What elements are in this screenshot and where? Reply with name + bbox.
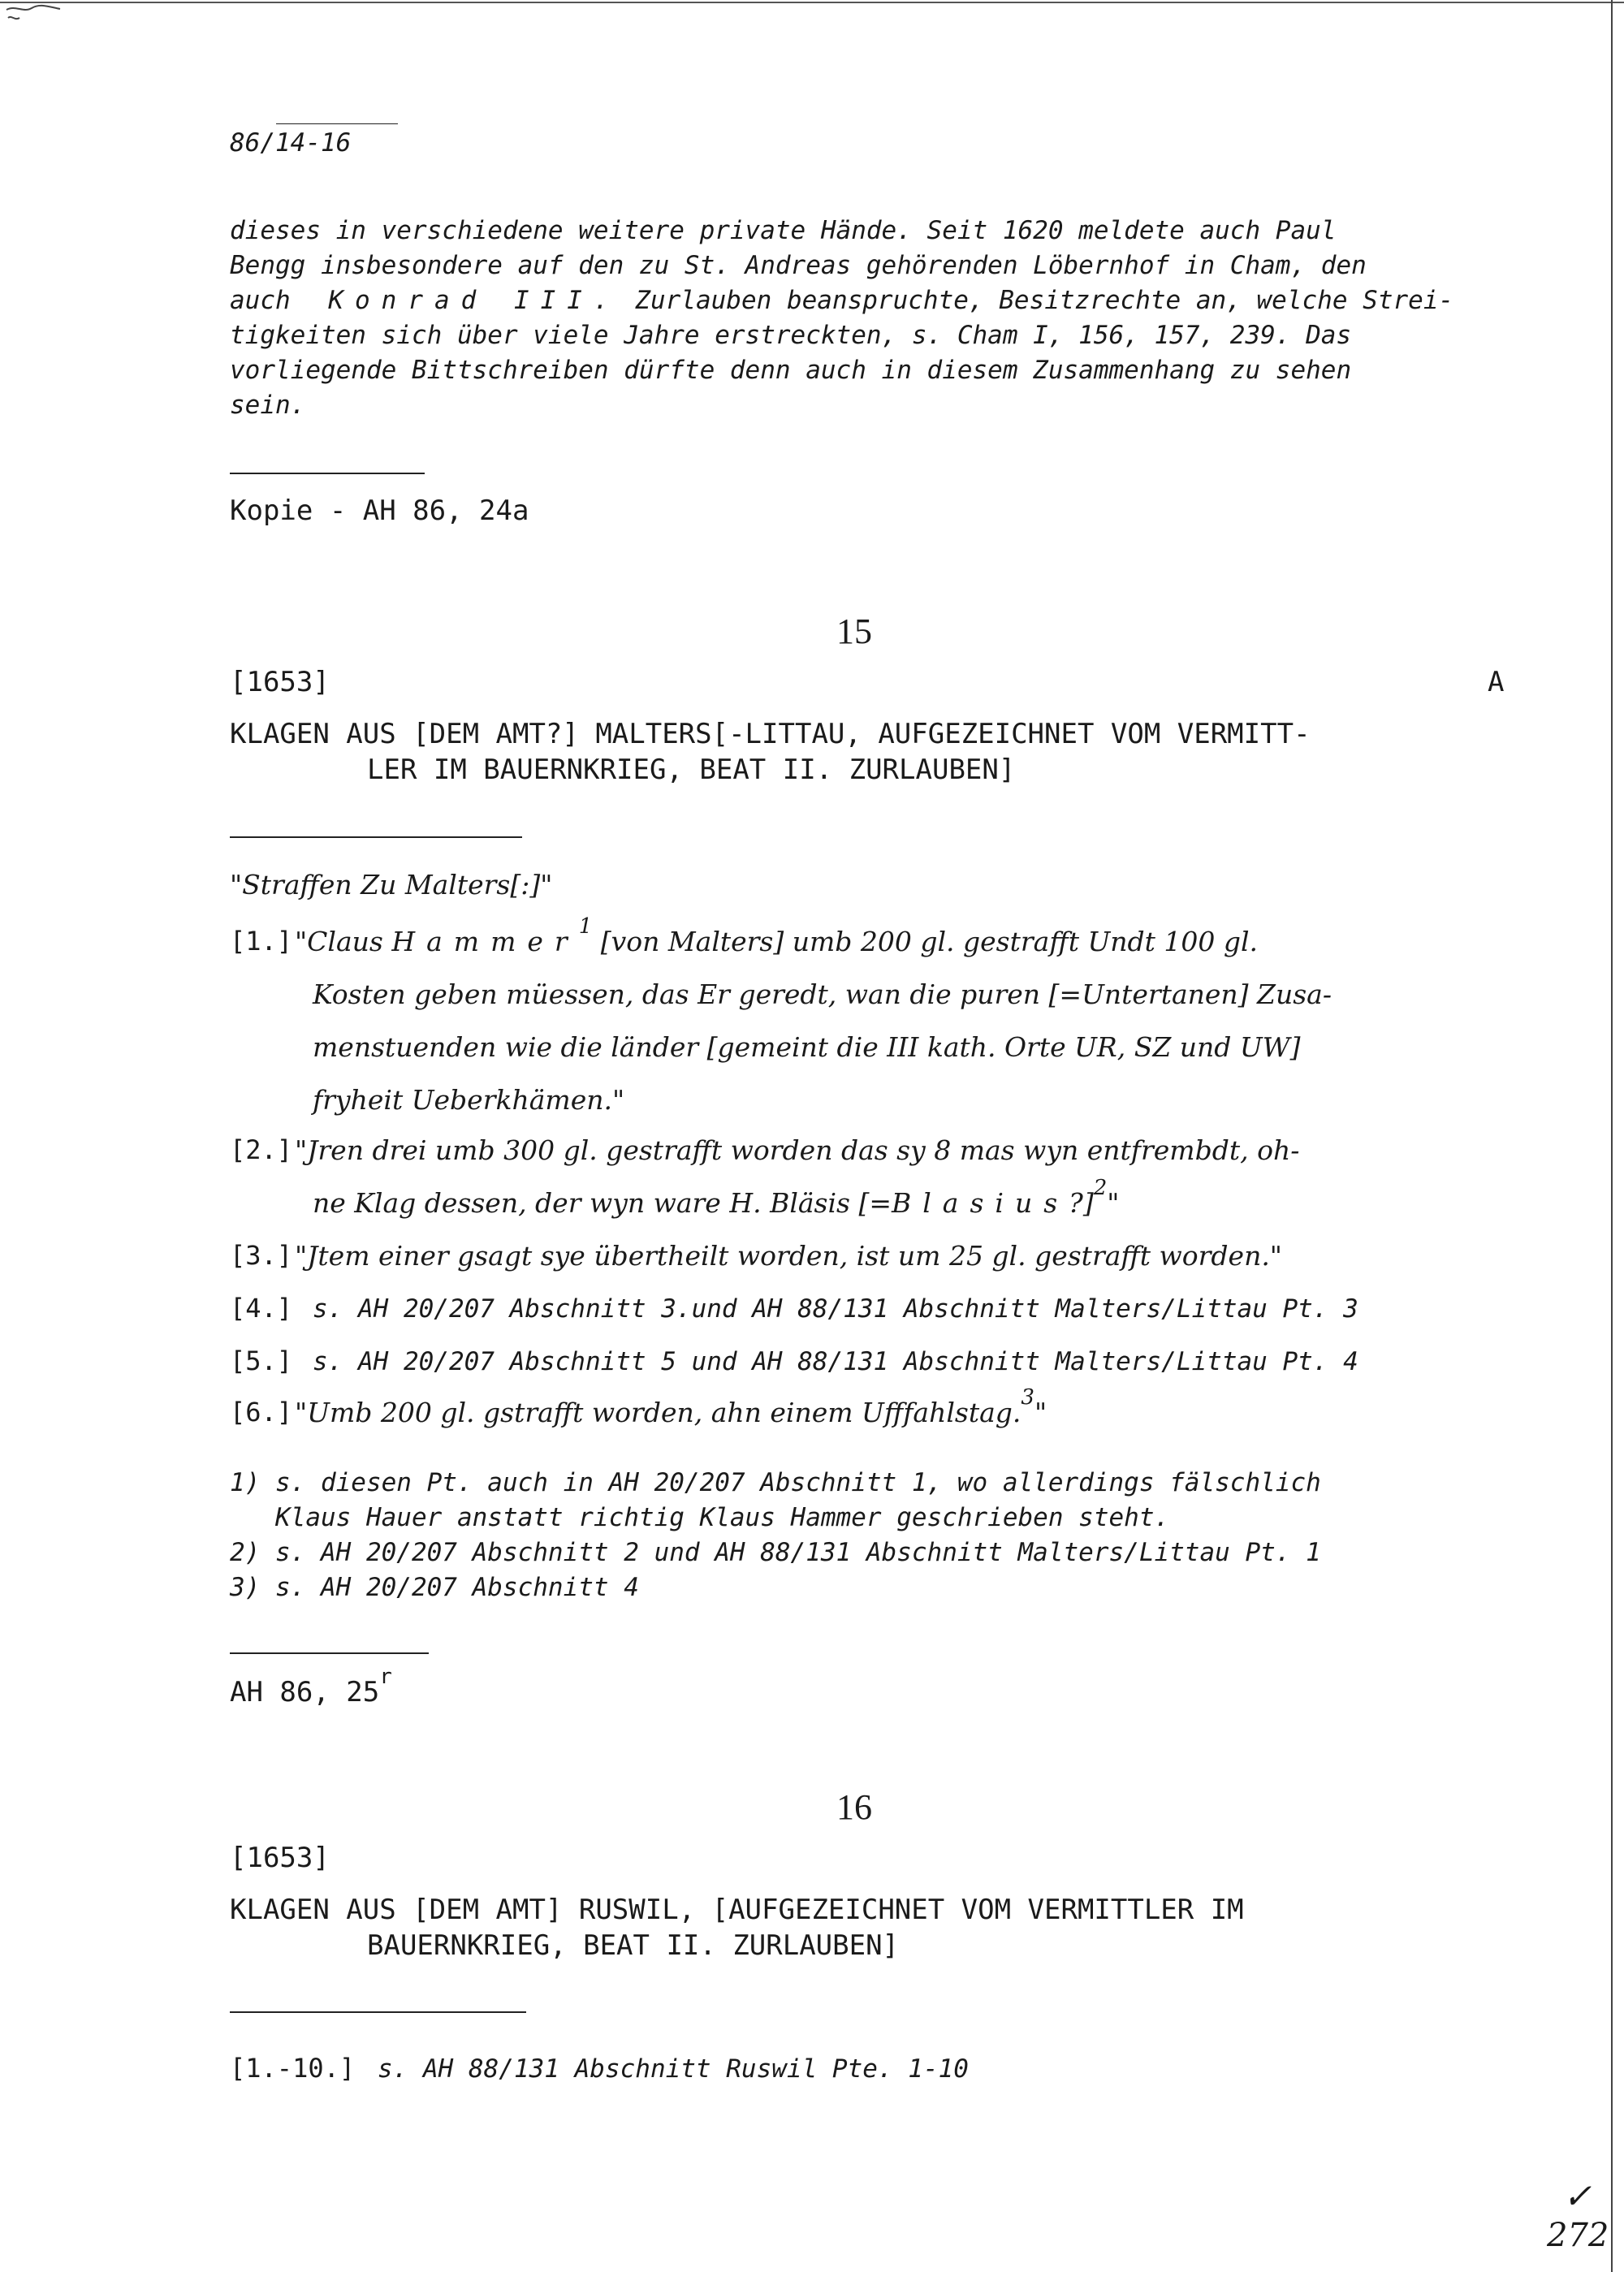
document-15-source: AH 86, 25$^r$ [230,1665,392,1708]
entry-number-range: [1.-10.] [230,2053,356,2084]
footnote-3: 3) s. AH 20/207 Abschnitt 4 [230,1573,639,1602]
entry-2-line-2: ne Klag dessen, der wyn ware H. Bläsis [=Blasius?]$^2$" [313,1176,1120,1219]
entry-1-line-3: menstuenden wie die länder [gemeint die III kath. Orte UR, SZ und UW] [313,1031,1301,1063]
document-15-title-line-2: LER IM BAUERNKRIEG, BEAT II. ZURLAUBEN] [367,754,1016,786]
separator-rule [230,1652,429,1654]
intro-line-3: auch Konrad III. Zurlauben beanspruchte, Besitzrechte an, welche Strei- [230,286,1454,315]
intro-line-4: tigkeiten sich über viele Jahre erstreckten, s. Cham I, 156, 157, 239. Das [230,321,1352,350]
intro-line-1: dieses in verschiedene weitere private Hände. Seit 1620 meldete auch Paul [230,216,1337,245]
scan-edge-right [1611,0,1613,2272]
entry-number-1: [1.] [230,926,293,957]
entry-6-line-1: "Umb 200 gl. gstrafft worden, ahn einem Ufffahlstag.$^3$" [295,1385,1047,1428]
intro-line-5: vorliegende Bittschreiben dürfte denn auch in diesem Zusammenhang zu sehen [230,356,1352,385]
handwritten-check-mark: ✓ [1563,2176,1592,2216]
separator-rule [230,473,425,474]
entry-number-2: [2.] [230,1134,293,1165]
spaced-name-hammer: Hammer [391,926,579,957]
document-15-marker: A [1488,666,1505,698]
entry-1-line-1: "Claus Hammer$^1$ [von Malters] umb 200 gl. gestrafft Undt 100 gl. [295,914,1259,957]
entry-1-line-2: Kosten geben müessen, das Er geredt, wan die puren [=Untertanen] Zusa- [313,978,1332,1010]
footnote-ref-1: 1 [578,914,593,939]
document-number-16: 16 [836,1787,872,1827]
spaced-name-blasius: Blasius [892,1187,1069,1219]
source-copy-reference: Kopie - AH 86, 24a [230,495,529,527]
entry-number-4: [4.] [230,1293,293,1324]
document-15-date: [1653] [230,666,330,698]
page-reference: 86/14-16 [230,128,352,158]
footnote-ref-3: 3 [1021,1385,1034,1410]
entry-number-5: [5.] [230,1345,293,1376]
separator-rule [230,836,522,838]
footnote-2: 2) s. AH 20/207 Abschnitt 2 und AH 88/131 Abschnitt Malters/Littau Pt. 1 [230,1538,1321,1567]
entry-4-line-1: s. AH 20/207 Abschnitt 3.und AH 88/131 Abschnitt Malters/Littau Pt. 3 [313,1294,1358,1324]
document-16-title-line-2: BAUERNKRIEG, BEAT II. ZURLAUBEN] [367,1929,900,1962]
document-number-15: 15 [836,611,872,651]
footnote-ref-2: 2 [1093,1176,1108,1200]
handwritten-page-number: 272 [1547,2217,1609,2254]
separator-rule [230,2011,526,2013]
page-reference-overline [276,123,398,124]
entry-1-line-4: fryheit Ueberkhämen." [313,1084,625,1116]
footnote-1-line-2: Klaus Hauer anstatt richtig Klaus Hammer geschrieben steht. [230,1503,1170,1532]
footnote-1-line-1: 1) s. diesen Pt. auch in AH 20/207 Abschnitt 1, wo allerdings fälschlich [230,1468,1321,1497]
entry-number-6: [6.] [230,1397,293,1428]
document-16-entry: s. AH 88/131 Abschnitt Ruswil Pte. 1-10 [378,2054,969,2084]
entry-3-line-1: "Jtem einer gsagt sye übertheilt worden, ist um 25 gl. gestrafft worden." [295,1240,1282,1272]
source-superscript: r [379,1665,392,1689]
intro-line-6: sein. [230,391,306,420]
entry-2-line-1: "Jren drei umb 300 gl. gestrafft worden das sy 8 mas wyn entfrembdt, oh- [295,1134,1300,1166]
scan-edge-top [0,2,1624,3]
entry-5-line-1: s. AH 20/207 Abschnitt 5 und AH 88/131 Abschnitt Malters/Littau Pt. 4 [313,1347,1358,1376]
document-15-heading: "Straffen Zu Malters[:]" [230,869,553,901]
scan-scribble [3,2,93,34]
document-16-date: [1653] [230,1842,330,1874]
entry-number-3: [3.] [230,1240,293,1271]
intro-line-2: Bengg insbesondere auf den zu St. Andreas gehörenden Löbernhof in Cham, den [230,251,1367,280]
document-16-title-line-1: KLAGEN AUS [DEM AMT] RUSWIL, [AUFGEZEICHNET VOM VERMITTLER IM [230,1894,1244,1926]
intro-spaced-name: Konrad III. [328,286,620,315]
document-15-title-line-1: KLAGEN AUS [DEM AMT?] MALTERS[-LITTAU, AUFGEZEICHNET VOM VERMITT- [230,718,1311,750]
